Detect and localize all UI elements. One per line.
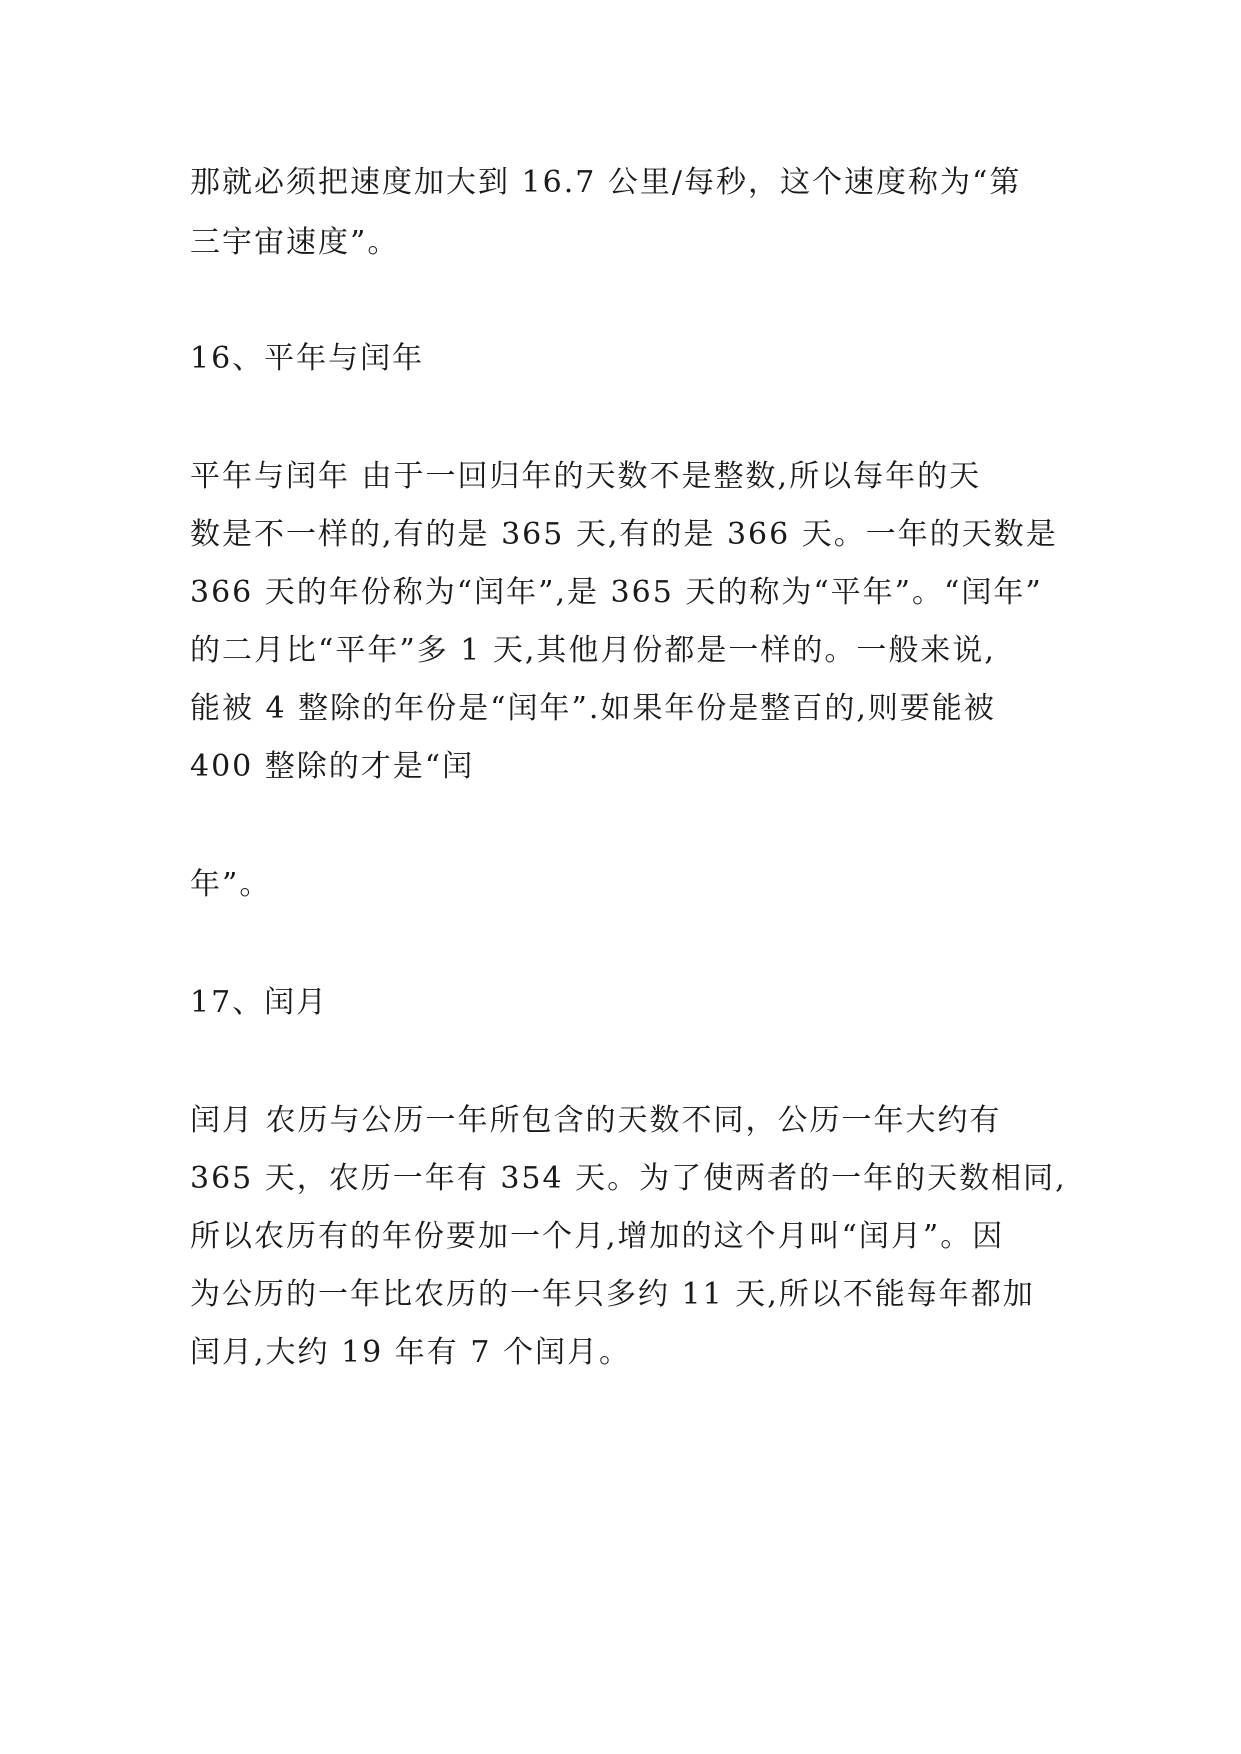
- text-line: 年”。: [190, 867, 272, 902]
- text-line: 365 天，农历一年有 354 天。为了使两者的一年的天数相同,: [190, 1161, 1067, 1196]
- text-line: 所以农历有的年份要加一个月,增加的这个月叫“闰月”。因: [190, 1219, 1005, 1254]
- section-heading: 16、平年与闰年: [190, 341, 425, 376]
- text-line: 能被 4 整除的年份是“闰年”.如果年份是整百的,则要能被: [190, 691, 996, 726]
- text-line: 的二月比“平年”多 1 天,其他月份都是一样的。一般来说,: [190, 633, 996, 668]
- text-line: 平年与闰年 由于一回归年的天数不是整数,所以每年的天: [190, 459, 982, 494]
- text-line: 400 整除的才是“闰: [190, 749, 475, 784]
- section-heading: 17、闰月: [190, 985, 329, 1020]
- text-line: 闰月,大约 19 年有 7 个闰月。: [190, 1335, 631, 1370]
- text-line: 闰月 农历与公历一年所包含的天数不同，公历一年大约有: [190, 1103, 1002, 1138]
- text-line: 为公历的一年比农历的一年只多约 11 天,所以不能每年都加: [190, 1277, 1035, 1312]
- text-line: 366 天的年份称为“闰年”,是 365 天的称为“平年”。“闰年”: [190, 575, 1043, 610]
- text-line: 那就必须把速度加大到 16.7 公里/每秒，这个速度称为“第: [190, 165, 1022, 200]
- text-line: 三宇宙速度”。: [190, 225, 400, 260]
- text-line: 数是不一样的,有的是 365 天,有的是 366 天。一年的天数是: [190, 517, 1058, 552]
